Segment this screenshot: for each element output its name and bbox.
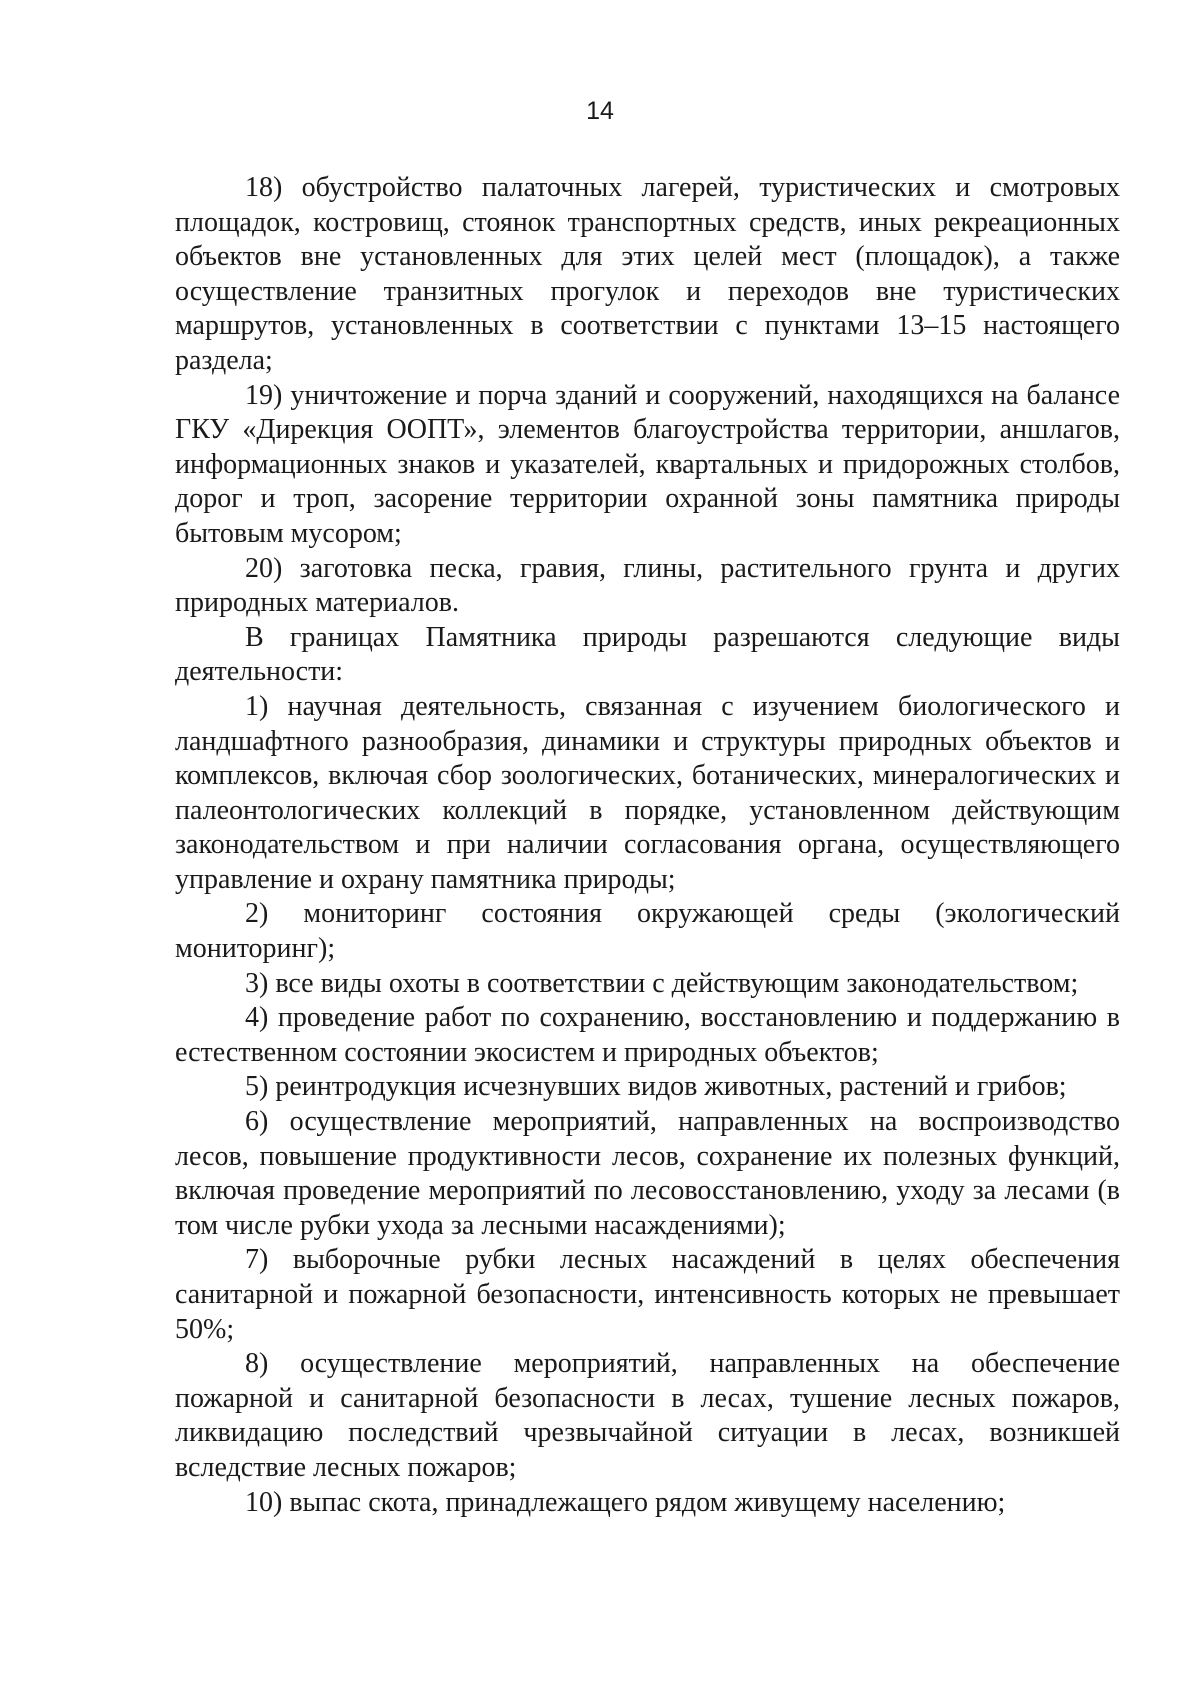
permitted-item-6-paragraph: 6) осуществление мероприятий, направленных на воспроизводство лесов, повышение продуктивности лесов, сохранение их полезных функций, включая проведение мероприятий по лесовосстановлению, уходу за лесами (в том числе рубки ухода за лесными насаждениями); [175,1106,1120,1241]
permitted-item-5-paragraph: 5) реинтродукция исчезнувших видов животных, растений и грибов; [245,1071,1067,1103]
item-19-paragraph: 19) уничтожение и порча зданий и сооружений, находящихся на балансе ГКУ «Дирекция ООПТ», элементов благоустройства территории, аншлагов, информационных знаков и указателей, квартальных и придорожных столбов, дорог и троп, засорение территории охранной зоны памятника природы бытовым мусором; [175,379,1120,549]
permitted-item-7-paragraph: 7) выборочные рубки лесных насаждений в целях обеспечения санитарной и пожарной безопасности, интенсивность которых не превышает 50%; [175,1244,1120,1345]
item-18-paragraph: 18) обустройство палаточных лагерей, туристических и смотровых площадок, кострoвищ, стоянок транспортных средств, иных рекреационных объектов вне установленных для этих целей мест (площадок), а также осуществление транзитных прогулок и переходов вне туристических маршрутов, установленных в соответствии с пунктами 13–15 настоящего раздела; [175,172,1120,376]
page-number: 14 [586,97,614,125]
permitted-item-10-paragraph: 10) выпас скота, принадлежащего рядом живущему населению; [245,1486,1006,1518]
document-body [175,171,1120,1520]
permitted-item-3-paragraph: 3) все виды охоты в соответствии с действующим законодательством; [245,967,1079,999]
permitted-item-4-paragraph: 4) проведение работ по сохранению, восстановлению и поддержанию в естественном состоянии экосистем и природных объектов; [175,1002,1120,1068]
item-20-paragraph: 20) заготовка песка, гравия, глины, растительного грунта и других природных материалов. [175,552,1120,619]
permitted-item-8-paragraph: 8) осуществление мероприятий, направленных на обеспечение пожарной и санитарной безопасности в лесах, тушение лесных пожаров, ликвидацию последствий чрезвычайной ситуации в лесах, возникшей вследствие лесных пожаров; [175,1348,1120,1483]
permitted-item-2-paragraph: 2) мониторинг состояния окружающей среды (экологический мониторинг); [175,898,1120,965]
permitted-activities-intro: В границах Памятника природы разрешаются следующие виды деятельности: [175,621,1120,688]
permitted-item-1-paragraph: 1) научная деятельность, связанная с изучением биологического и ландшафтного разнообразия, динамики и структуры природных объектов и комплексов, включая сбор зоологических, ботанических, минералогических и палеонтологических коллекций в порядке, установленном действующим законодательством и при наличии согласования органа, осуществляющего управление и охрану памятника природы; [175,690,1120,895]
